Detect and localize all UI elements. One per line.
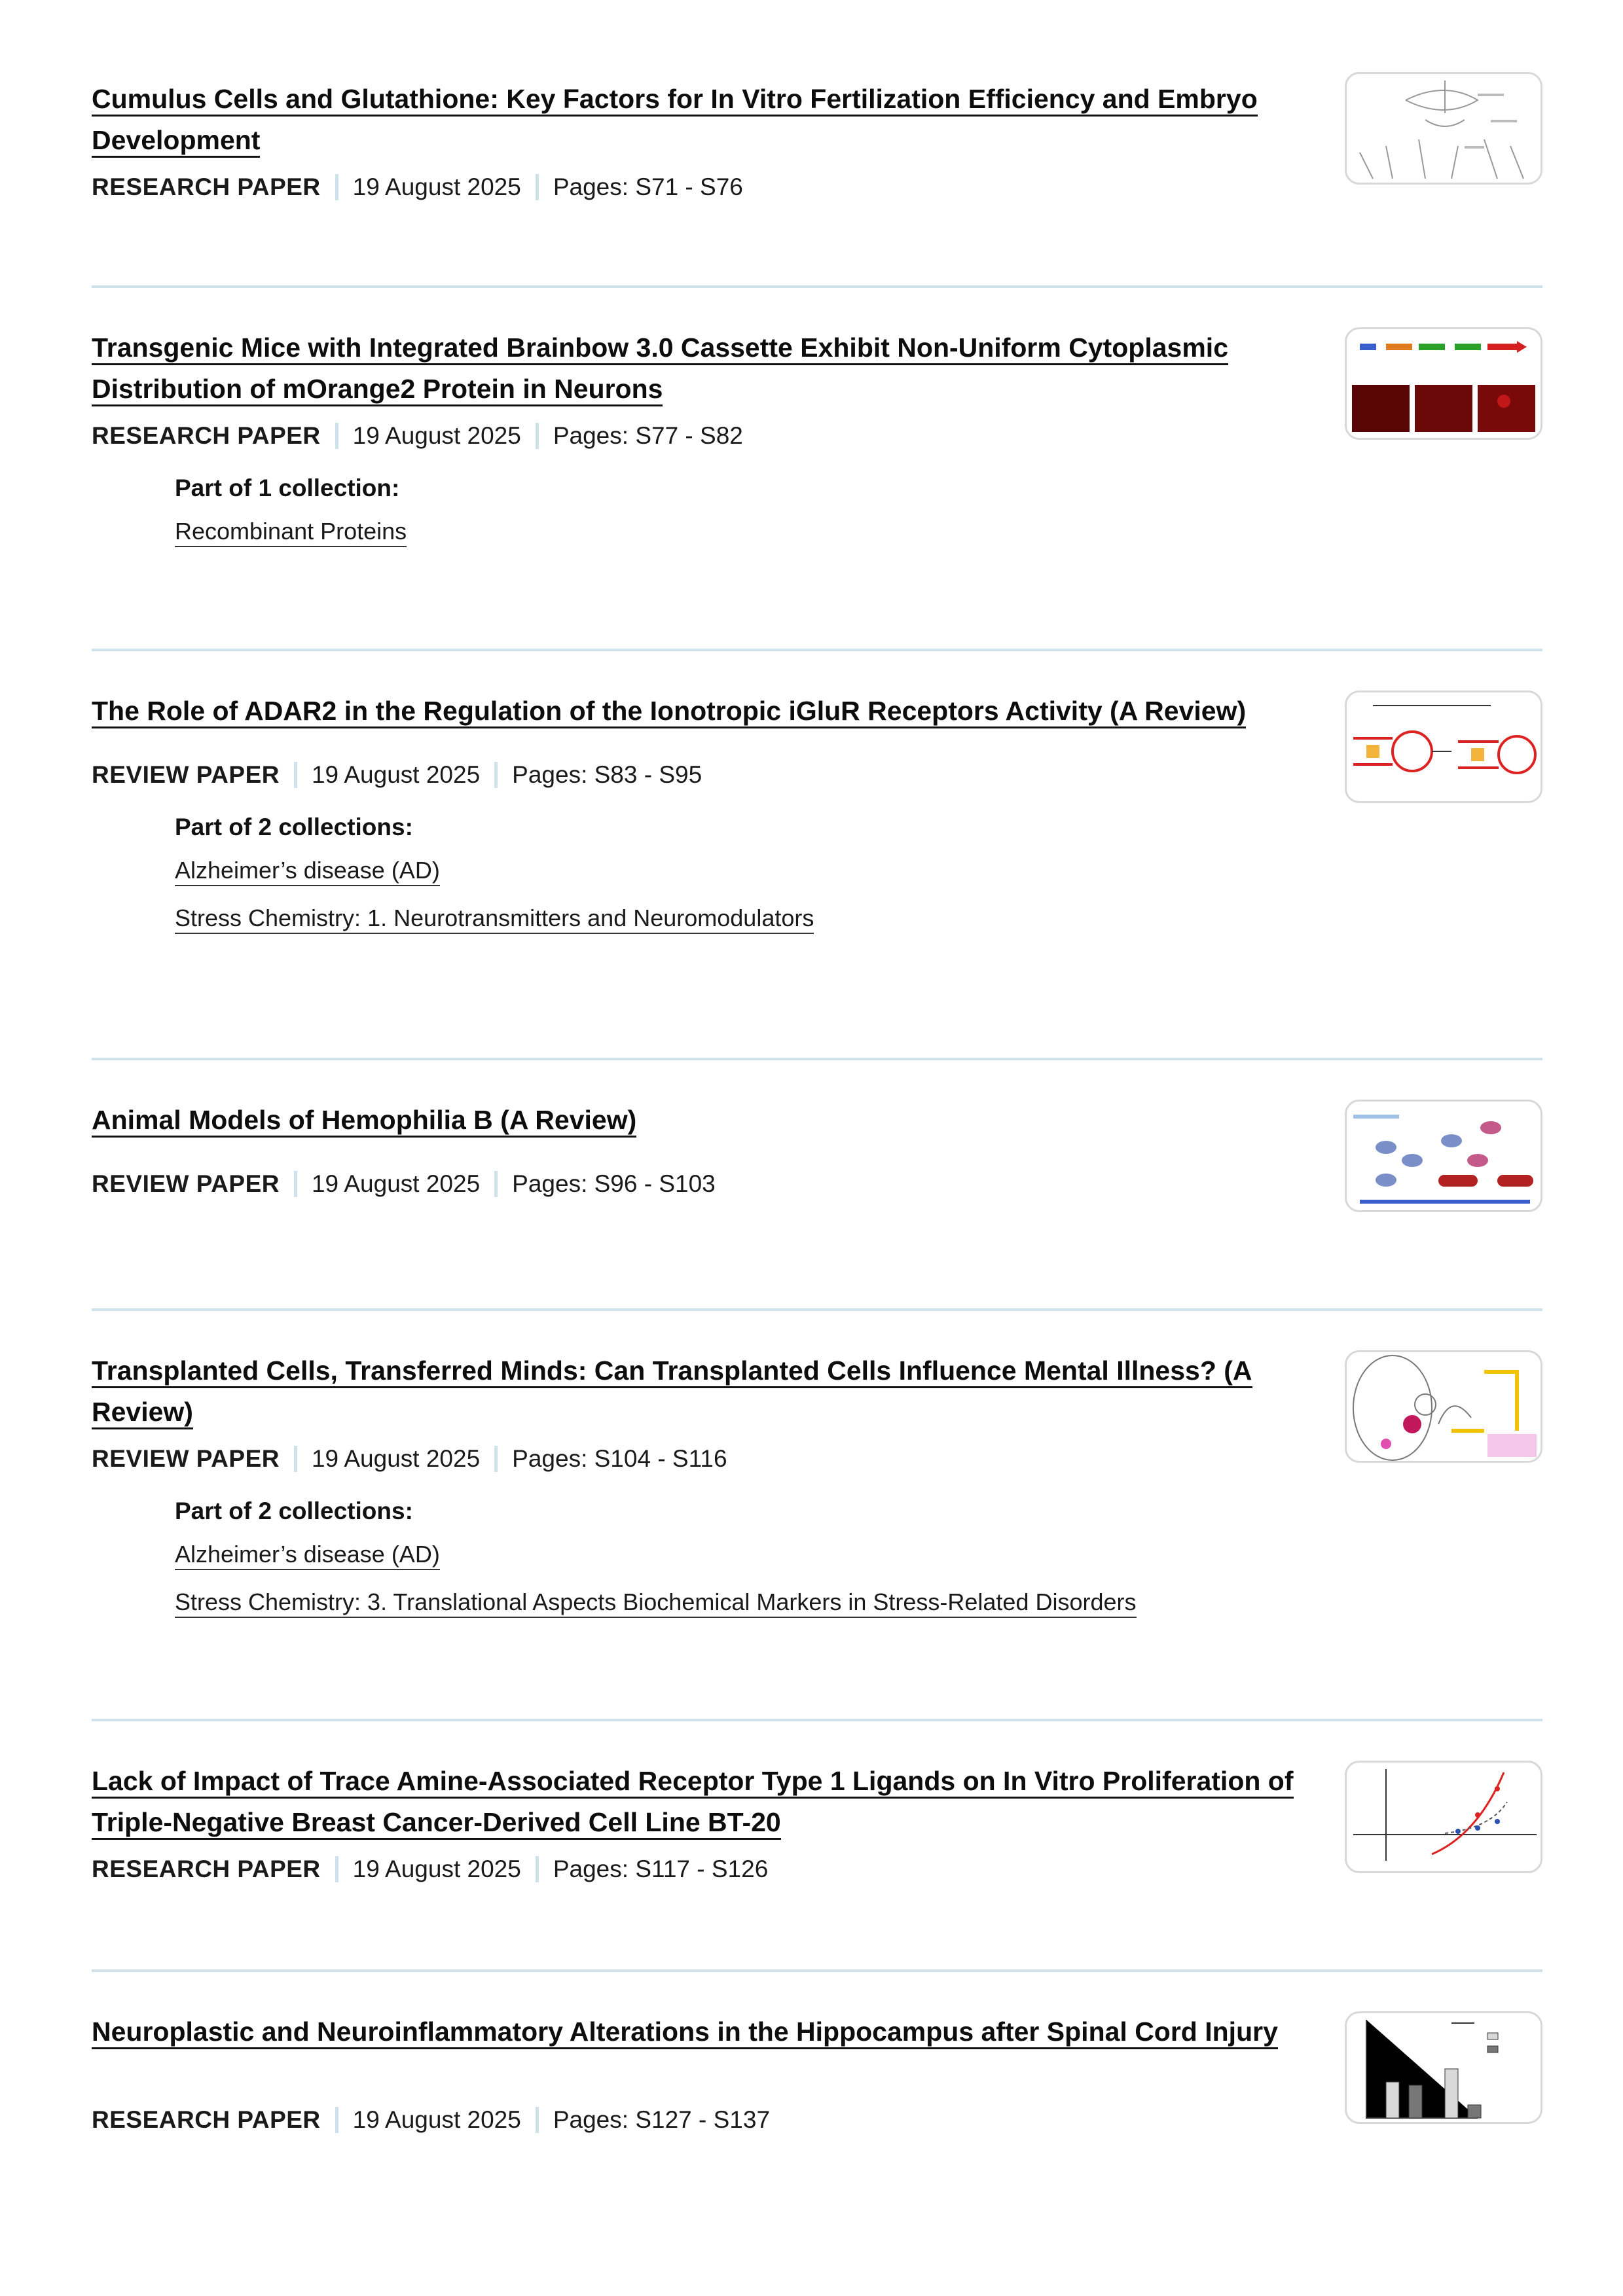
article-meta [92, 1170, 716, 1198]
meta-separator [335, 174, 338, 200]
article-date: 19 August 2025 [352, 173, 521, 200]
article-title-link[interactable] [92, 79, 1296, 161]
collection-link[interactable]: Alzheimer’s disease (AD) [175, 1541, 440, 1570]
article-title-link[interactable] [92, 1761, 1296, 1843]
meta-separator [494, 1171, 498, 1197]
article-meta [92, 761, 702, 789]
collection-link[interactable]: Stress Chemistry: 3. Translational Aspects Biochemical Markers in Stress-Related Disorders [175, 1588, 1137, 1618]
article-date: 19 August 2025 [311, 1170, 481, 1197]
article-meta [92, 1856, 768, 1883]
article-meta [92, 2106, 770, 2134]
article-item [92, 1972, 1542, 2227]
meta-separator [335, 423, 338, 449]
meta-separator [294, 1171, 297, 1197]
article-item [92, 72, 1542, 288]
article-title-link[interactable] [92, 327, 1296, 410]
article-type: RESEARCH PAPER [92, 173, 321, 200]
article-pages: Pages: S71 - S76 [553, 173, 743, 200]
article-type: RESEARCH PAPER [92, 1856, 321, 1882]
meta-separator [536, 174, 539, 200]
meta-separator [494, 1446, 498, 1472]
rna-hairpin-thumbnail[interactable] [1345, 691, 1542, 803]
article-title-link[interactable] [92, 1350, 1296, 1433]
article-date: 19 August 2025 [352, 422, 521, 449]
article-type: REVIEW PAPER [92, 1170, 280, 1197]
article-item [92, 1721, 1542, 1972]
collections-block [175, 1498, 1137, 1636]
article-date: 19 August 2025 [352, 2106, 521, 2133]
article-date: 19 August 2025 [352, 1856, 521, 1882]
article-title-text: Neuroplastic and Neuroinflammatory Alterations in the Hippocampus after Spinal Cord Injury [92, 2017, 1278, 2049]
article-pages: Pages: S77 - S82 [553, 422, 743, 449]
collection-link[interactable]: Recombinant Proteins [175, 518, 407, 547]
article-date: 19 August 2025 [311, 761, 481, 788]
article-title-text: The Role of ADAR2 in the Regulation of the Ionotropic iGluR Receptors Activity (A Review) [92, 696, 1246, 728]
collections-header: Part of 1 collection: [175, 475, 400, 501]
collection-link[interactable]: Alzheimer’s disease (AD) [175, 857, 440, 886]
collections-block [175, 475, 407, 565]
bar-chart-thumbnail[interactable] [1345, 2011, 1542, 2124]
brainbow-cassette-thumbnail[interactable] [1345, 327, 1542, 440]
article-title-text: Transgenic Mice with Integrated Brainbow 3.0 Cassette Exhibit Non-Uniform Cytoplasmic Distribution of mOrange2 Protein in Neurons [92, 332, 1228, 406]
collection-link[interactable]: Stress Chemistry: 1. Neurotransmitters and Neuromodulators [175, 905, 814, 934]
article-date: 19 August 2025 [311, 1445, 481, 1472]
meta-separator [294, 1446, 297, 1472]
meta-separator [536, 423, 539, 449]
article-pages: Pages: S83 - S95 [512, 761, 702, 788]
article-type: RESEARCH PAPER [92, 422, 321, 449]
article-pages: Pages: S96 - S103 [512, 1170, 716, 1197]
article-title-text: Animal Models of Hemophilia B (A Review) [92, 1105, 636, 1138]
article-pages: Pages: S117 - S126 [553, 1856, 769, 1882]
article-type: RESEARCH PAPER [92, 2106, 321, 2133]
article-type: REVIEW PAPER [92, 1445, 280, 1472]
article-meta [92, 1445, 727, 1473]
meta-separator [494, 762, 498, 788]
article-title-link[interactable] [92, 2011, 1296, 2053]
article-item [92, 651, 1542, 1060]
transplant-diagram-thumbnail[interactable] [1345, 1350, 1542, 1463]
coagulation-pathway-thumbnail[interactable] [1345, 1100, 1542, 1212]
article-pages: Pages: S104 - S116 [512, 1445, 727, 1472]
article-title-link[interactable] [92, 1100, 1296, 1141]
collections-header: Part of 2 collections: [175, 814, 413, 840]
meta-separator [335, 1856, 338, 1882]
meta-separator [294, 762, 297, 788]
article-title-text: Transplanted Cells, Transferred Minds: Can Transplanted Cells Influence Mental Illness? (A Review) [92, 1355, 1252, 1429]
article-item [92, 288, 1542, 651]
meta-separator [335, 2107, 338, 2133]
collections-block [175, 814, 814, 952]
article-meta [92, 173, 743, 201]
article-item [92, 1060, 1542, 1311]
dose-response-plot-thumbnail[interactable] [1345, 1761, 1542, 1873]
article-type: REVIEW PAPER [92, 761, 280, 788]
collections-header: Part of 2 collections: [175, 1498, 413, 1524]
meta-separator [536, 1856, 539, 1882]
article-title-text: Lack of Impact of Trace Amine-Associated Receptor Type 1 Ligands on In Vitro Proliferation of Triple-Negative Breast Cancer-Derived Cell Line BT-20 [92, 1766, 1294, 1840]
article-item [92, 1311, 1542, 1721]
article-pages: Pages: S127 - S137 [553, 2106, 771, 2133]
embryo-figure-thumbnail[interactable] [1345, 72, 1542, 185]
meta-separator [536, 2107, 539, 2133]
article-title-text: Cumulus Cells and Glutathione: Key Factors for In Vitro Fertilization Efficiency and Embryo Development [92, 84, 1258, 158]
article-title-link[interactable] [92, 691, 1296, 732]
article-meta [92, 422, 743, 450]
